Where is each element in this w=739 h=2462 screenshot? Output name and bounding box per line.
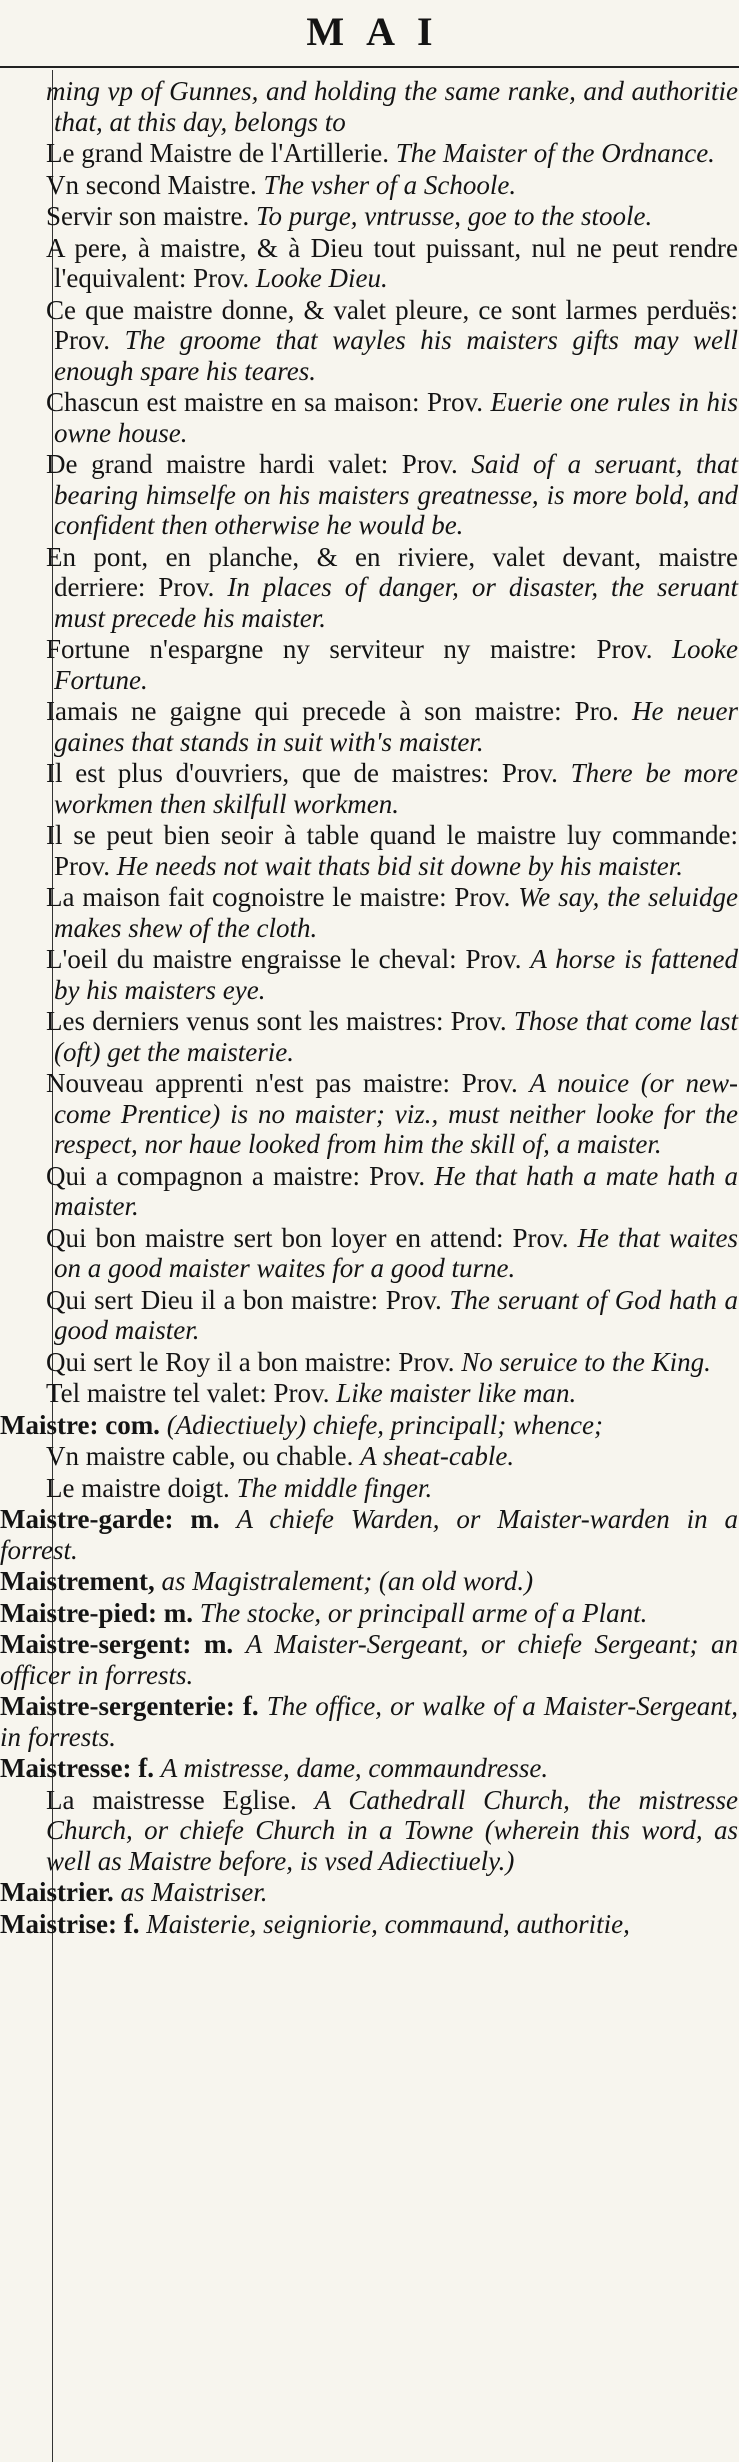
french-text: L'oeil du maistre engraisse le cheval: Prov. bbox=[46, 944, 522, 974]
headword-entry bbox=[0, 1629, 738, 1690]
french-text: Il est plus d'ouvriers, que de maistres: Prov. bbox=[46, 758, 558, 788]
english-gloss: To purge, vntrusse, goe to the stoole. bbox=[255, 201, 653, 231]
french-text: Il se peut bien seoir à table quand le maistre luy commande: Prov. bbox=[46, 820, 738, 881]
english-gloss: A Maister-Sergeant, or chiefe Sergeant; an officer in forrests. bbox=[0, 1629, 739, 1690]
headword-entry bbox=[0, 1691, 738, 1752]
french-text: Qui sert Dieu il a bon maistre: Prov. bbox=[46, 1284, 442, 1315]
english-gloss: He neuer gaines that stands in suit with's maister. bbox=[54, 696, 738, 757]
proverb-entry bbox=[0, 295, 738, 387]
headword-entry bbox=[0, 1909, 738, 1940]
english-gloss: In places of danger, or disaster, the seruant must precede his maister. bbox=[54, 572, 738, 633]
headword-entry bbox=[0, 1410, 738, 1441]
french-text: Qui bon maistre sert bon loyer en attend: Prov. bbox=[46, 1222, 569, 1253]
english-gloss: There be more workmen then skilfull workmen. bbox=[54, 758, 738, 819]
headword-entry bbox=[0, 1566, 738, 1597]
english-gloss: Like maister like man. bbox=[336, 1378, 577, 1408]
french-text: Maistre-sergenterie: f. bbox=[0, 1691, 259, 1721]
french-text: Vn maistre cable, ou chable. bbox=[46, 1441, 354, 1471]
english-gloss: We say, the seluidge makes shew of the cloth. bbox=[54, 882, 738, 943]
french-text: A pere, à maistre, & à Dieu tout puissant, nul ne peut rendre l'equivalent: Prov. bbox=[46, 232, 738, 293]
proverb-entry bbox=[0, 820, 738, 881]
proverb-entry bbox=[0, 170, 738, 201]
proverb-entry bbox=[0, 542, 738, 634]
proverb-entry bbox=[0, 449, 738, 541]
english-gloss: The middle finger. bbox=[236, 1472, 433, 1503]
proverb-entry bbox=[0, 76, 738, 137]
english-gloss: Looke Fortune. bbox=[54, 634, 739, 695]
english-gloss: The vsher of a Schoole. bbox=[263, 169, 517, 200]
english-gloss: He needs not wait thats bid sit downe by his maister. bbox=[116, 850, 684, 881]
french-text: La maistresse Eglise. bbox=[46, 1784, 297, 1815]
proverb-entry bbox=[0, 233, 738, 294]
french-text: Vn second Maistre. bbox=[46, 169, 257, 200]
french-text: Maistrier. bbox=[0, 1877, 114, 1907]
french-text: Les derniers venus sont les maistres: Prov. bbox=[46, 1006, 507, 1036]
english-gloss: Looke Dieu. bbox=[255, 263, 388, 293]
french-text: Chascun est maistre en sa maison: Prov. bbox=[46, 387, 483, 417]
english-gloss: The seruant of God hath a good maister. bbox=[54, 1284, 738, 1345]
english-gloss: The groome that wayles his maisters gifts may well enough spare his teares. bbox=[54, 325, 739, 386]
english-gloss: A Cathedrall Church, the mistresse Church, or chiefe Church in a Towne (wherein this word, as well as Maistre before, is vsed Adiectiuely.) bbox=[46, 1784, 738, 1876]
french-text: Ce que maistre donne, & valet pleure, ce sont larmes perduës: Prov. bbox=[46, 294, 738, 355]
french-text: Nouveau apprenti n'est pas maistre: Prov. bbox=[46, 1068, 518, 1098]
french-text: Qui sert le Roy il a bon maistre: Prov. bbox=[46, 1346, 455, 1377]
english-gloss: A nouice (or new-come Prentice) is no maister; viz., must neither looke for the respect, nor haue looked from him the skill of, a maister. bbox=[54, 1068, 738, 1159]
english-gloss: ming vp of Gunnes, and holding the same ranke, and authoritie that, at this day, belongs to bbox=[46, 76, 738, 137]
page-header bbox=[0, 0, 739, 62]
headword-entry bbox=[0, 1877, 738, 1908]
french-text: Maistresse: f. bbox=[0, 1753, 154, 1783]
french-text: De grand maistre hardi valet: Prov. bbox=[46, 449, 458, 479]
english-gloss: (Adiectiuely) chiefe, principall; whence; bbox=[166, 1409, 603, 1440]
header-rule bbox=[0, 66, 739, 68]
proverb-entry bbox=[0, 138, 738, 169]
english-gloss: He that hath a mate hath a maister. bbox=[54, 1160, 738, 1221]
headword-entry bbox=[0, 1753, 738, 1784]
english-gloss: The Maister of the Ordnance. bbox=[395, 138, 715, 168]
french-text: Tel maistre tel valet: Prov. bbox=[46, 1378, 330, 1408]
english-gloss: A mistresse, dame, commaundresse. bbox=[160, 1753, 549, 1783]
french-text: Maistre: com. bbox=[0, 1409, 160, 1440]
entry-list bbox=[0, 76, 738, 1940]
english-gloss: The office, or walke of a Maister-Sergeant, in forrests. bbox=[0, 1691, 738, 1752]
proverb-entry bbox=[0, 387, 738, 448]
french-text: Servir son maistre. bbox=[46, 201, 250, 231]
running-head: MAI bbox=[306, 9, 455, 54]
english-gloss: No seruice to the King. bbox=[461, 1346, 711, 1377]
english-gloss: Said of a seruant, that bearing himselfe on his maisters greatnesse, is more bold, and confident then otherwise he would be. bbox=[54, 449, 738, 540]
proverb-entry bbox=[0, 1347, 738, 1378]
french-text: Qui a compagnon a maistre: Prov. bbox=[46, 1160, 426, 1191]
proverb-entry bbox=[0, 1223, 738, 1284]
french-text: Maistre-garde: m. bbox=[0, 1504, 220, 1534]
english-gloss: A sheat-cable. bbox=[360, 1441, 515, 1471]
proverb-entry bbox=[0, 634, 738, 695]
proverb-entry bbox=[0, 1285, 738, 1346]
english-gloss: A chiefe Warden, or Maister-warden in a forrest. bbox=[0, 1504, 739, 1565]
proverb-entry bbox=[0, 944, 738, 1005]
english-gloss: A horse is fattened by his maisters eye. bbox=[54, 944, 739, 1005]
english-gloss: He that waites on a good maister waites for a good turne. bbox=[54, 1222, 738, 1283]
french-text: Le maistre doigt. bbox=[46, 1472, 230, 1503]
french-text: La maison fait cognoistre le maistre: Prov. bbox=[46, 882, 511, 912]
english-gloss: as Magistralement; (an old word.) bbox=[161, 1566, 534, 1596]
french-text: Maistrise: f. bbox=[0, 1908, 140, 1939]
headword-entry bbox=[0, 1598, 738, 1629]
proverb-entry bbox=[0, 696, 738, 757]
proverb-entry bbox=[0, 1378, 738, 1409]
french-text: Maistre-sergent: m. bbox=[0, 1629, 234, 1659]
subentry bbox=[0, 1441, 738, 1472]
english-gloss: as Maistriser. bbox=[120, 1877, 268, 1907]
proverb-entry bbox=[0, 201, 738, 232]
french-text: Fortune n'espargne ny serviteur ny maistre: Prov. bbox=[46, 634, 653, 664]
subentry bbox=[0, 1785, 738, 1877]
french-text: Iamais ne gaigne qui precede à son maistre: Pro. bbox=[46, 696, 619, 726]
french-text: Maistrement, bbox=[0, 1566, 155, 1596]
subentry bbox=[0, 1473, 738, 1504]
english-gloss: Euerie one rules in his owne house. bbox=[54, 387, 739, 448]
proverb-entry bbox=[0, 882, 738, 943]
french-text: En pont, en planche, & en riviere, valet devant, maistre derriere: Prov. bbox=[46, 541, 738, 602]
french-text: Le grand Maistre de l'Artillerie. bbox=[46, 138, 389, 168]
english-gloss: The stocke, or principall arme of a Plant. bbox=[199, 1597, 648, 1628]
english-gloss: Maisterie, seigniorie, commaund, authoritie, bbox=[146, 1908, 630, 1939]
english-gloss: Those that come last (oft) get the maisterie. bbox=[54, 1006, 739, 1067]
french-text: Maistre-pied: m. bbox=[0, 1597, 193, 1628]
proverb-entry bbox=[0, 1006, 738, 1067]
proverb-entry bbox=[0, 1161, 738, 1222]
proverb-entry bbox=[0, 1068, 738, 1160]
proverb-entry bbox=[0, 758, 738, 819]
headword-entry bbox=[0, 1504, 738, 1565]
